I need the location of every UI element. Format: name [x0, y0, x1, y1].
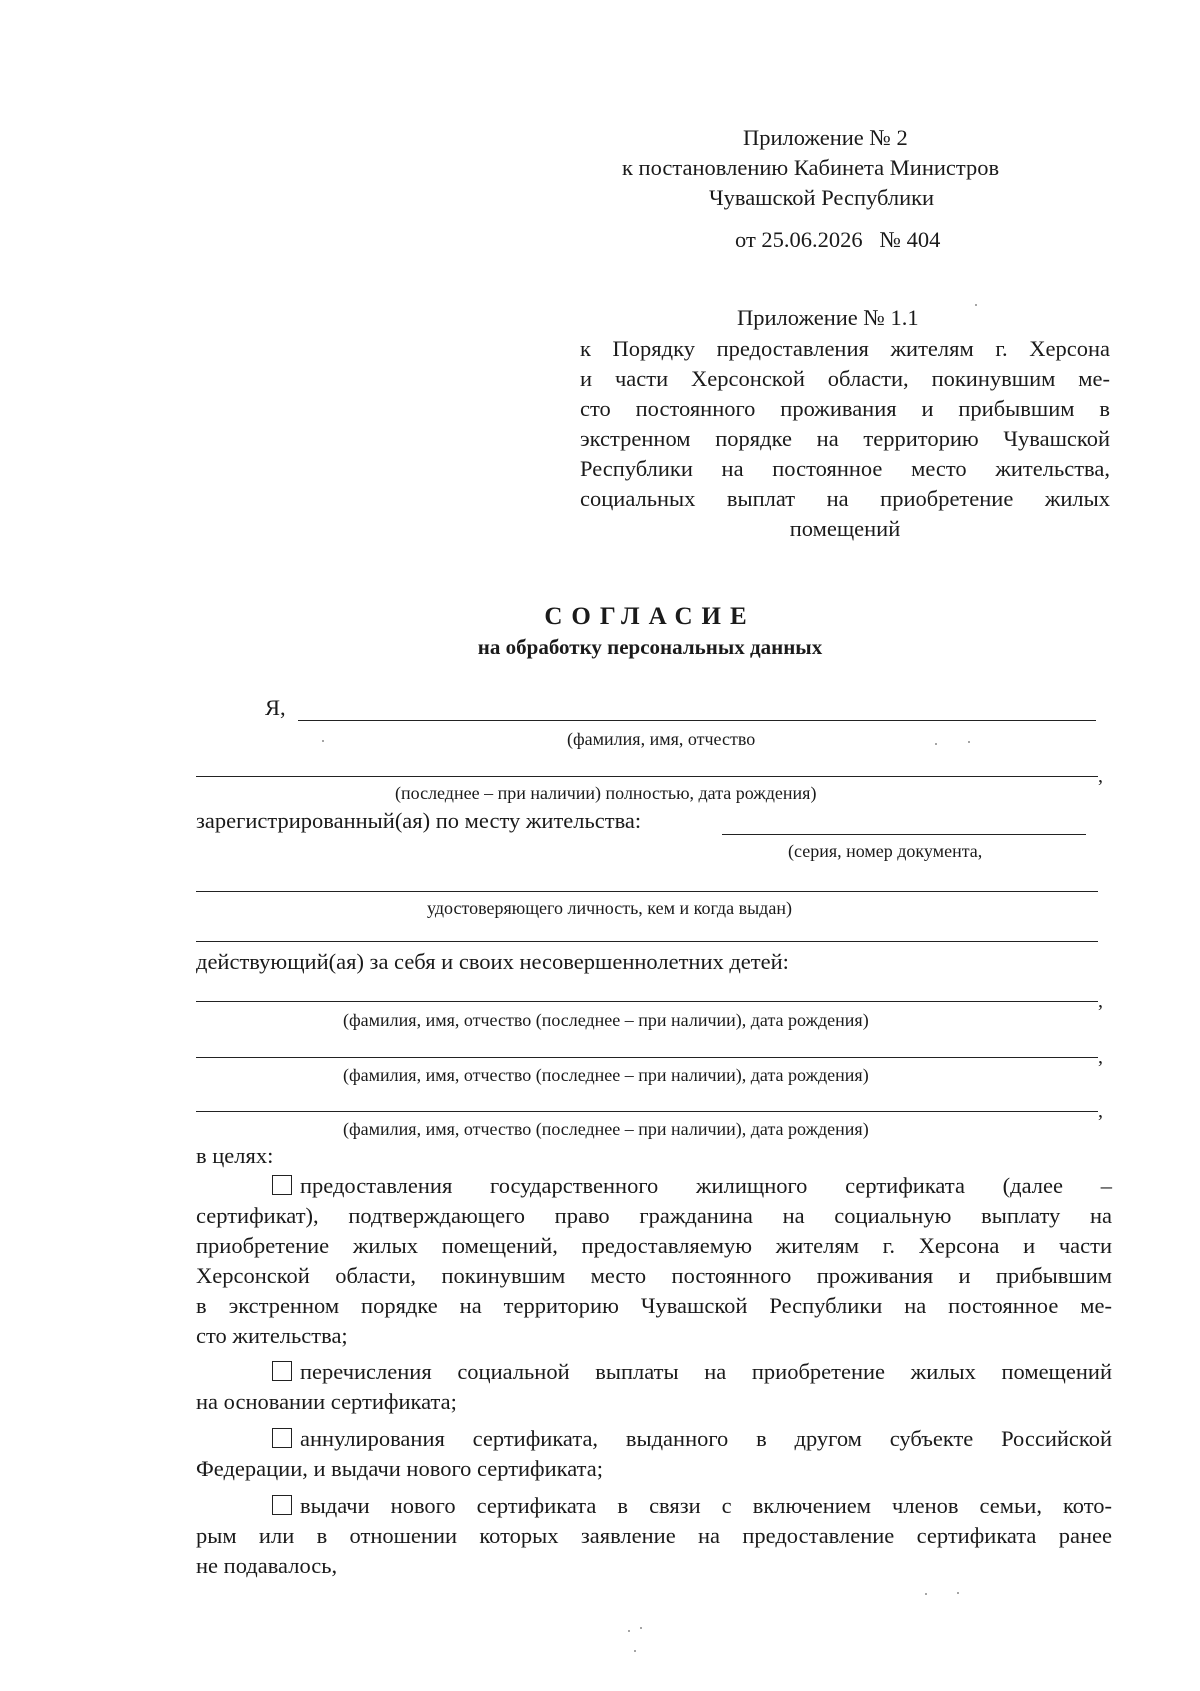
appendix11-title: Приложение № 1.1 — [737, 305, 919, 330]
child1-hint: (фамилия, имя, отчество (последнее – при наличии), дата рождения) — [343, 1010, 869, 1030]
checkbox-annulment[interactable] — [272, 1428, 292, 1448]
document-subtitle: на обработку персональных данных — [477, 635, 823, 659]
appendix2-title: Приложение № 2 — [743, 125, 908, 150]
appendix11-line: социальных выплат на приобретение жилых — [580, 486, 1110, 511]
purpose-line: Федерации, и выдачи нового сертификата; — [196, 1456, 604, 1481]
i-label: Я, — [265, 695, 286, 720]
purpose-line: Херсонской области, покинувшим место постоянного проживания и прибывшим — [196, 1263, 1112, 1288]
child2-input-line[interactable] — [196, 1057, 1098, 1058]
purpose-line: в экстренном порядке на территорию Чувашской Республики на постоянное ме- — [196, 1293, 1112, 1318]
scan-speck — [322, 740, 324, 742]
purpose-line: сто жительства; — [196, 1323, 348, 1348]
child3-input-line[interactable] — [196, 1111, 1098, 1112]
appendix11-line: и части Херсонской области, покинувшим ме- — [580, 366, 1110, 391]
appendix2-line2: Чувашской Республики — [709, 185, 935, 210]
appendix11-line: помещений — [789, 516, 901, 541]
purpose-line: не подавалось, — [196, 1553, 338, 1578]
acting-label: действующий(ая) за себя и своих несовершеннолетних детей: — [196, 949, 789, 974]
purpose-line: рым или в отношении которых заявление на предоставление сертификата ранее — [196, 1523, 1112, 1548]
purpose-line: выдачи нового сертификата в связи с включением членов семьи, кото- — [272, 1491, 1112, 1521]
purpose-line: на основании сертификата; — [196, 1389, 457, 1414]
registered-label: зарегистрированный(ая) по месту жительства: — [196, 808, 642, 833]
scan-speck — [628, 1630, 630, 1632]
purpose-line: предоставления государственного жилищного сертификата (далее – — [272, 1171, 1112, 1201]
fio-cont-hint: (последнее – при наличии) полностью, дата рождения) — [395, 783, 817, 803]
checkbox-new-certificate[interactable] — [272, 1495, 292, 1515]
appendix2-line1: к постановлению Кабинета Министров — [622, 155, 1000, 180]
purpose-line: сертификат), подтверждающего право гражданина на социальную выплату на — [196, 1203, 1112, 1228]
purposes-intro: в целях: — [196, 1143, 274, 1168]
scan-speck — [975, 304, 977, 306]
child3-hint: (фамилия, имя, отчество (последнее – при наличии), дата рождения) — [343, 1119, 869, 1139]
comma: , — [1098, 1046, 1103, 1068]
fio-input-line[interactable] — [298, 720, 1096, 721]
appendix11-line: Республики на постоянное место жительства, — [580, 456, 1110, 481]
scan-speck — [957, 1592, 959, 1594]
checkbox-transfer[interactable] — [272, 1361, 292, 1381]
scan-speck — [968, 741, 970, 743]
doc-hint: (серия, номер документа, — [788, 841, 983, 861]
scan-speck — [640, 1627, 642, 1629]
scan-speck — [925, 1593, 927, 1595]
child2-hint: (фамилия, имя, отчество (последнее – при наличии), дата рождения) — [343, 1065, 869, 1085]
scan-speck — [935, 743, 937, 745]
scan-speck — [634, 1650, 636, 1652]
fio-hint: (фамилия, имя, отчество — [567, 729, 756, 749]
comma: , — [1098, 990, 1103, 1012]
doc-cont-hint: удостоверяющего личность, кем и когда выдан) — [427, 898, 792, 918]
appendix11-line: сто постоянного проживания и прибывшим в — [580, 396, 1110, 421]
purpose-line: приобретение жилых помещений, предоставляемую жителям г. Херсона и части — [196, 1233, 1112, 1258]
child1-input-line[interactable] — [196, 1001, 1098, 1002]
appendix2-date: от 25.06.2026 № 404 — [735, 227, 941, 252]
fio-continuation-line[interactable] — [196, 776, 1098, 777]
document-input-line[interactable] — [196, 891, 1098, 892]
comma: , — [1098, 1100, 1103, 1122]
appendix11-line: к Порядку предоставления жителям г. Херсона — [580, 336, 1110, 361]
purpose-line: аннулирования сертификата, выданного в другом субъекте Российской — [272, 1424, 1112, 1454]
registered-input-line[interactable] — [722, 834, 1086, 835]
checkbox-certificate[interactable] — [272, 1175, 292, 1195]
extra-input-line[interactable] — [196, 941, 1098, 942]
appendix11-line: экстренном порядке на территорию Чувашской — [580, 426, 1110, 451]
document-title: СОГЛАСИЕ — [544, 603, 756, 630]
purpose-line: перечисления социальной выплаты на приобретение жилых помещений — [272, 1357, 1112, 1387]
comma: , — [1098, 765, 1103, 787]
